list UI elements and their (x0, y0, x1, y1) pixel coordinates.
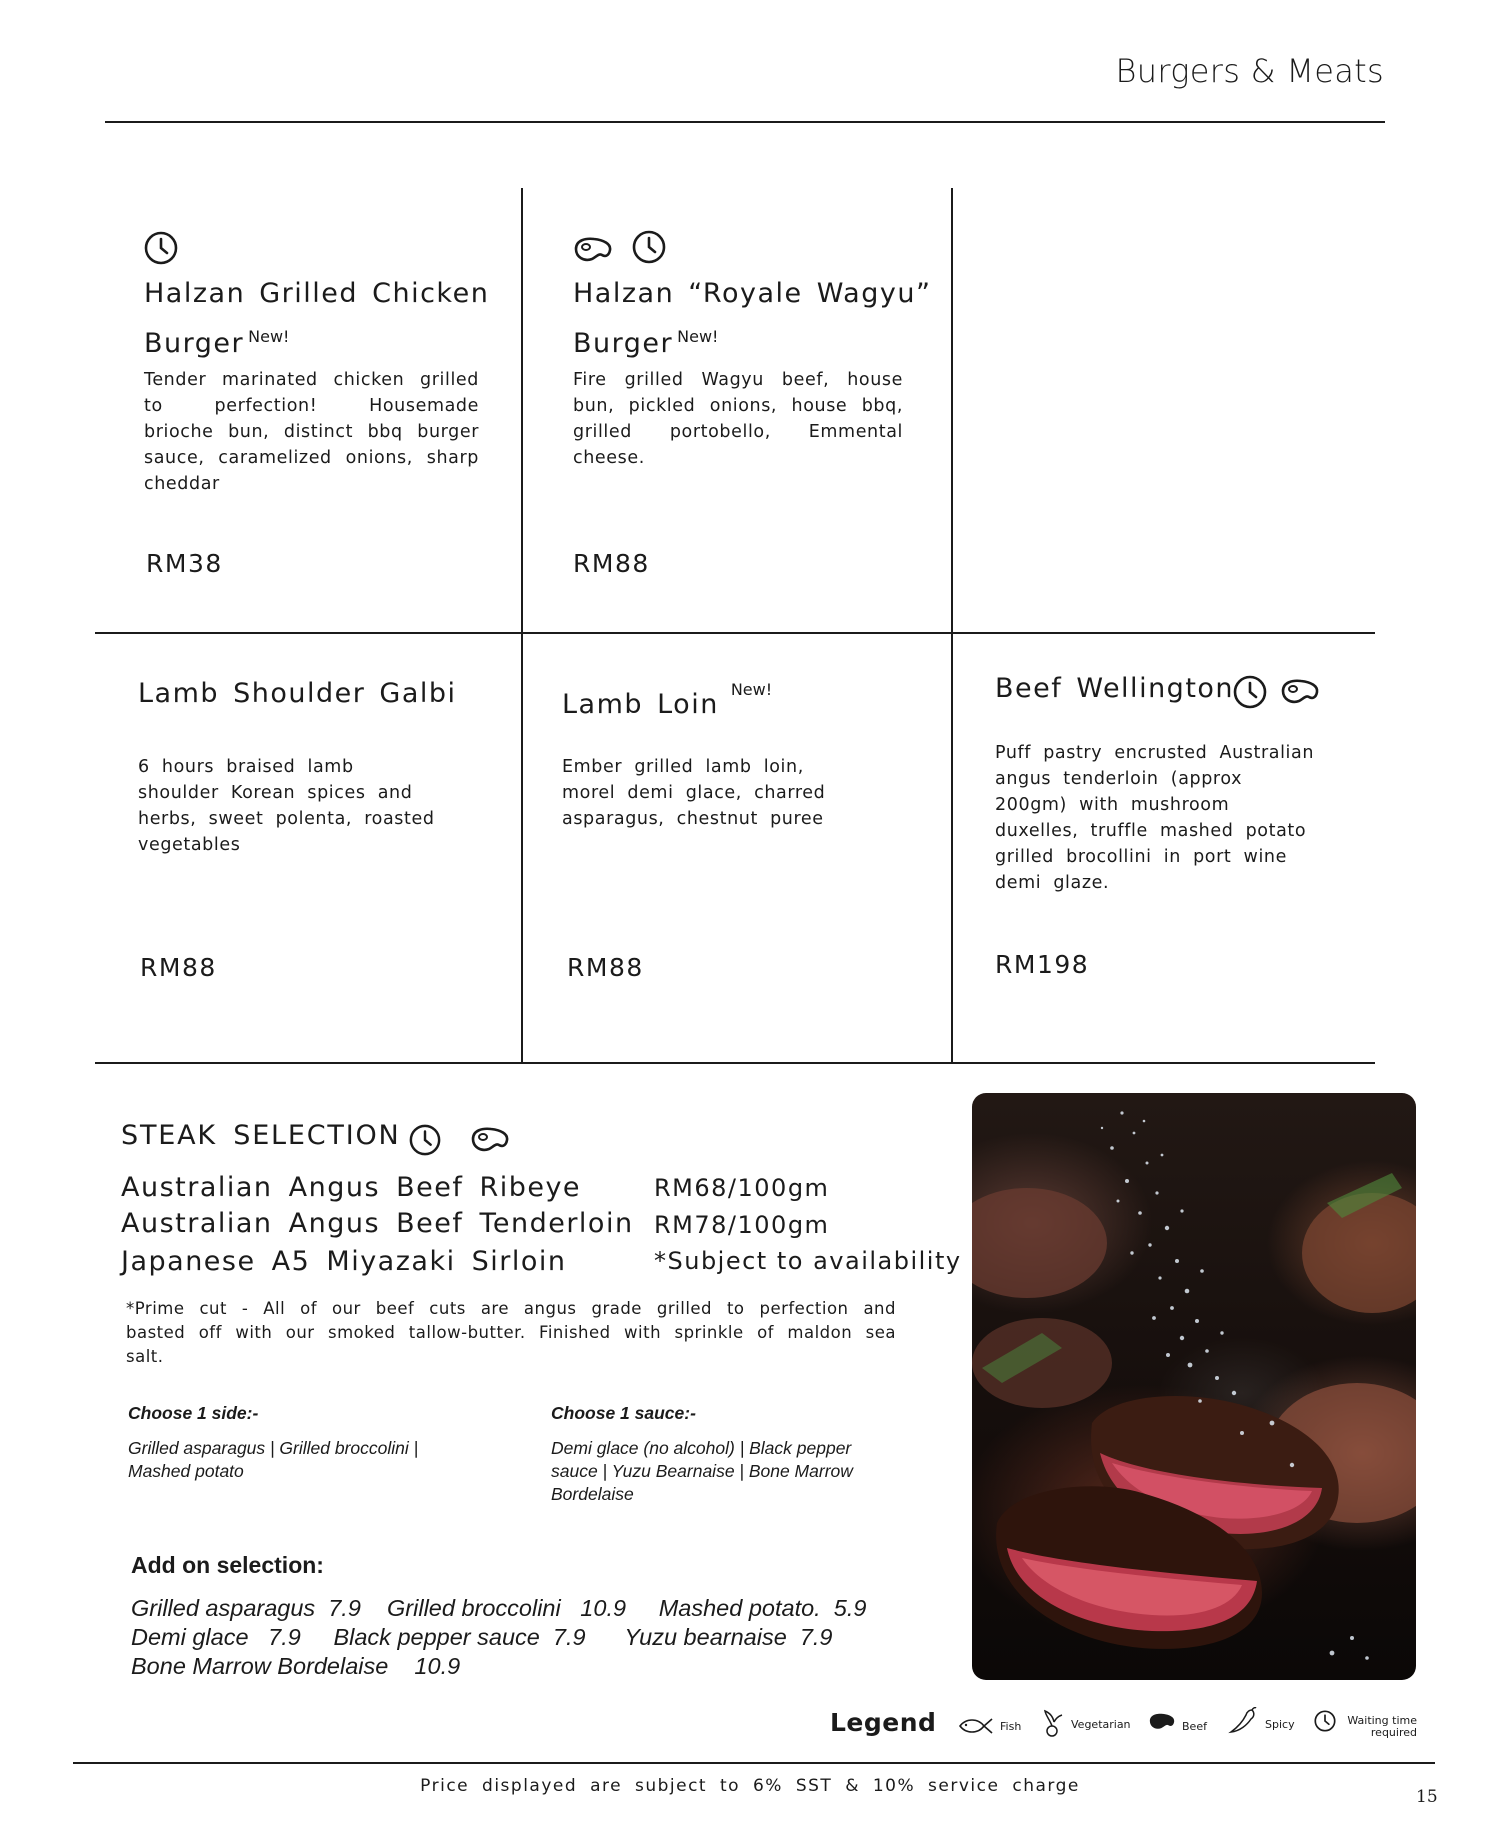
legend-label: Vegetarian (1071, 1718, 1131, 1731)
dish-description: 6 hours braised lamb shoulder Korean spices and herbs, sweet polenta, roasted vegetables (138, 757, 435, 855)
sauce-heading: Choose 1 sauce:- (551, 1403, 696, 1423)
grid-divider-h2 (95, 1062, 1375, 1064)
addon-line: Demi glace 7.9 Black pepper sauce 7.9 Yuzu bearnaise 7.9 (131, 1624, 833, 1650)
side-heading: Choose 1 side:- (128, 1403, 259, 1423)
steak-item-price: RM78/100gm (654, 1211, 830, 1239)
page-title: Burgers & Meats (1115, 52, 1384, 90)
steak-item-name: Japanese A5 Miyazaki Sirloin (121, 1246, 567, 1277)
legend-title: Legend (830, 1708, 937, 1737)
steak-item-price: *Subject to availability (654, 1247, 962, 1275)
new-badge: New! (730, 680, 773, 699)
legend-label: Waiting time required (1347, 1714, 1417, 1739)
beef-icon (1147, 1710, 1177, 1736)
steak-selection-heading: STEAK SELECTION (121, 1120, 401, 1151)
dish-price: RM38 (146, 549, 223, 578)
new-badge: New! (677, 327, 719, 346)
steak-item-price: RM68/100gm (654, 1174, 830, 1202)
clock-icon (1314, 1710, 1336, 1736)
grid-divider-h1 (95, 632, 1375, 634)
dish-price: RM198 (995, 950, 1090, 979)
footer-divider (73, 1762, 1435, 1764)
dish-title-lamb-galbi: Lamb Shoulder Galbi (138, 678, 457, 709)
dish-description: Fire grilled Wagyu beef, house bun, pickled onions, house bbq, grilled portobello, Emmental cheese. (573, 370, 903, 468)
dish-price: RM88 (567, 953, 644, 982)
prime-cut-note: *Prime cut - All of our beef cuts are angus grade grilled to perfection and basted off with our smoked tallow-butter. Finished with sprinkle of maldon sea salt. (126, 1299, 896, 1366)
dish-title-wagyu-burger: Halzan “Royale Wagyu” Burger $^{New!}$ (573, 278, 932, 359)
addon-line: Bone Marrow Bordelaise 10.9 (131, 1653, 461, 1679)
legend-label: Fish (1000, 1720, 1022, 1733)
dish-price: RM88 (573, 549, 650, 578)
addon-line: Grilled asparagus 7.9 Grilled broccolini 10.9 Mashed potato. 5.9 (131, 1595, 867, 1621)
dish-title-beef-wellington: Beef Wellington (995, 673, 1235, 704)
spicy-icon (1228, 1707, 1258, 1739)
addon-heading: Add on selection: (131, 1552, 324, 1578)
grid-divider-v2 (951, 188, 953, 1064)
steak-item-name: Australian Angus Beef Ribeye (121, 1172, 582, 1203)
side-options: Grilled asparagus | Grilled broccolini | Mashed potato (128, 1438, 419, 1481)
page-number: 15 (1416, 1787, 1438, 1807)
beef-icon (1279, 677, 1321, 709)
dish-description: Puff pastry encrusted Australian angus tenderloin (approx 200gm) with mushroom duxelles, truffle mashed potato grilled brocollini in port wine demi glaze. (995, 743, 1315, 893)
beef-icon (572, 235, 614, 267)
steak-photo (972, 1093, 1416, 1680)
clock-icon (409, 1124, 441, 1160)
legend-label: Beef (1182, 1720, 1207, 1733)
new-badge: New! (248, 327, 290, 346)
clock-icon (1233, 675, 1267, 713)
header-divider (105, 121, 1385, 123)
grid-divider-v1 (521, 188, 523, 1064)
dish-price: RM88 (140, 953, 217, 982)
steak-item-name: Australian Angus Beef Tenderloin (121, 1208, 634, 1239)
fish-icon (958, 1716, 994, 1740)
beef-icon (469, 1125, 511, 1157)
dish-title-lamb-loin: Lamb Loin $^{New!}$ (562, 680, 773, 720)
sauce-options: Demi glace (no alcohol) | Black pepper sauce | Yuzu Bearnaise | Bone Marrow Bordelaise (551, 1438, 853, 1504)
vegetarian-icon (1042, 1708, 1064, 1742)
dish-description: Tender marinated chicken grilled to perfection! Housemade brioche bun, distinct bbq burger sauce, caramelized onions, sharp cheddar (144, 370, 479, 494)
clock-icon (632, 230, 666, 268)
clock-icon (144, 231, 178, 269)
dish-description: Ember grilled lamb loin, morel demi glace, charred asparagus, chestnut puree (562, 757, 826, 829)
footer-note: Price displayed are subject to 6% SST & 10% service charge (420, 1776, 1080, 1796)
legend-label: Spicy (1265, 1718, 1295, 1731)
dish-title-chicken-burger: Halzan Grilled Chicken Burger $^{New!}$ (144, 278, 490, 359)
